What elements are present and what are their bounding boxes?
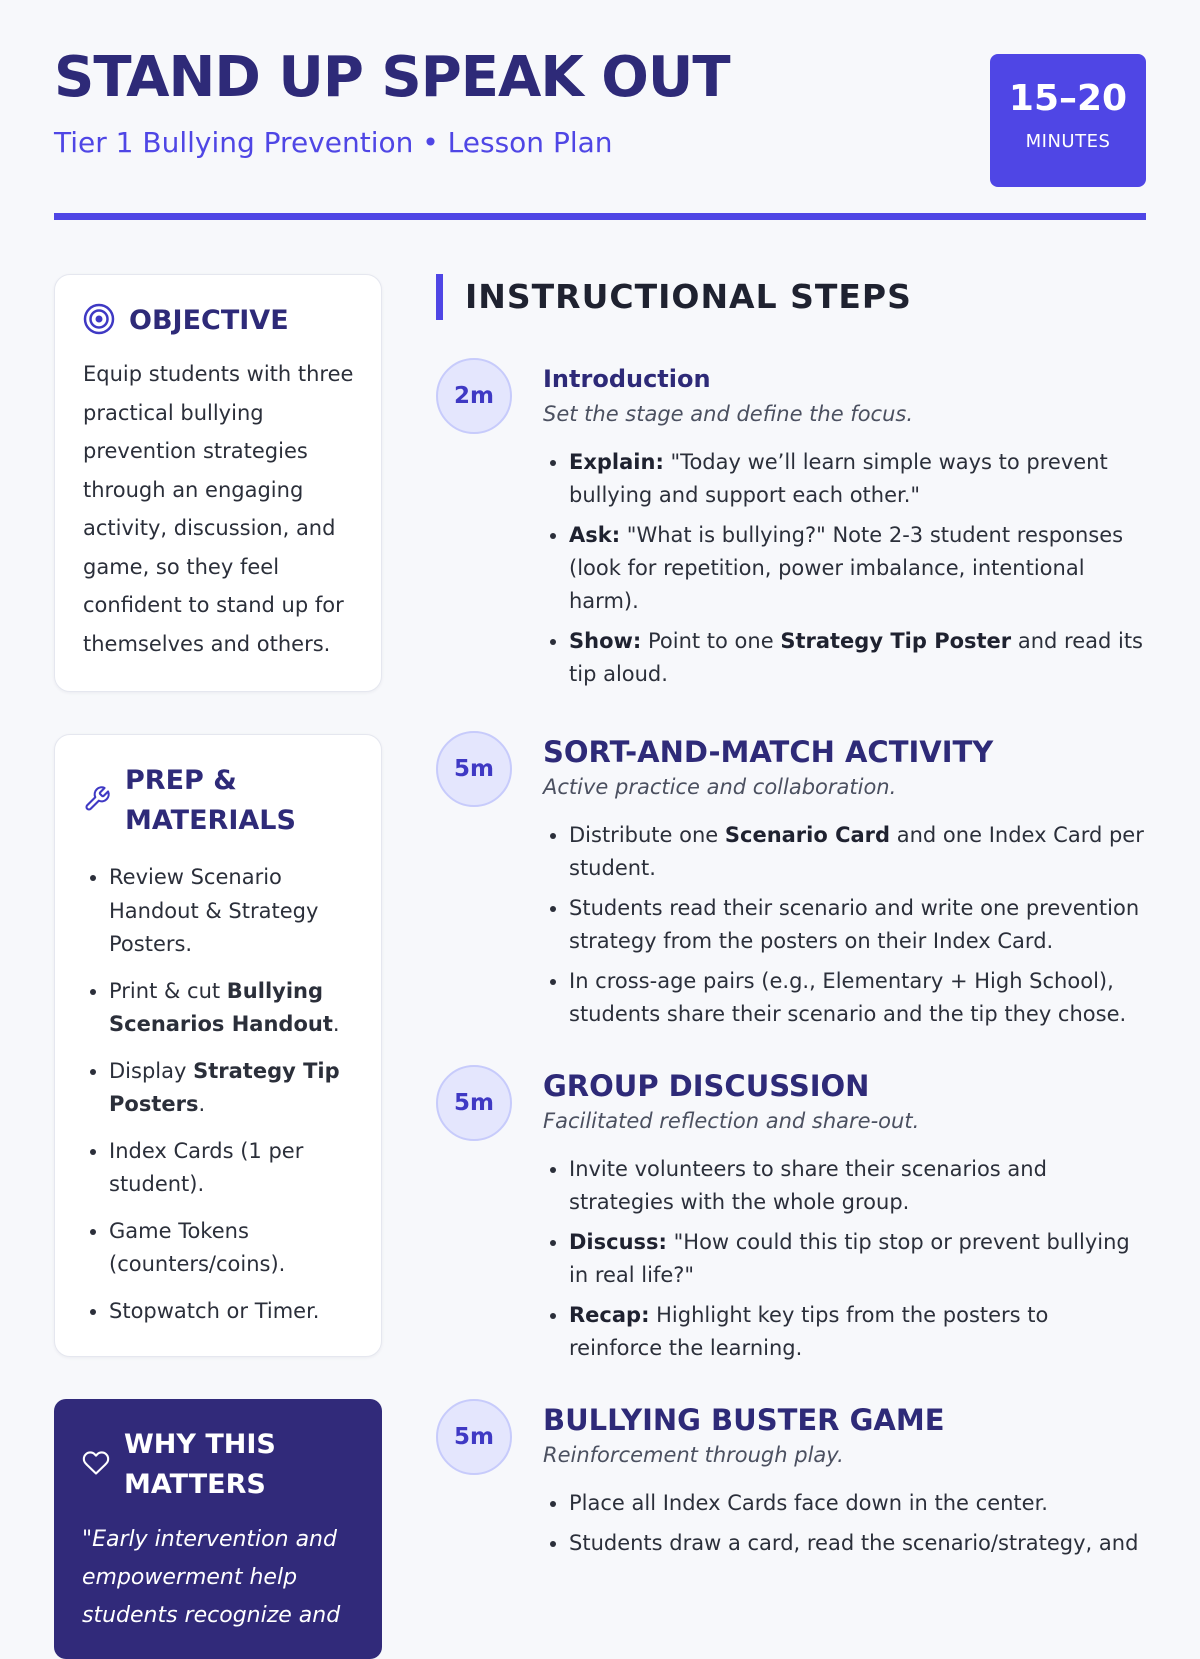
bullet-text: "Today we’ll learn simple ways to prevent bullying and support each other." [569, 450, 1108, 507]
step-subtitle: Reinforcement through play. [543, 1443, 844, 1467]
prep-title [125, 761, 296, 841]
bullet-label: Show: [569, 629, 642, 653]
list-item [569, 1299, 1146, 1365]
prep-list [83, 861, 355, 1328]
bullet-text: and one Index Card per student. [569, 823, 1144, 880]
list-item [569, 446, 1146, 512]
heart-icon [82, 1449, 110, 1481]
step-title: BULLYING BUSTER GAME [543, 1403, 945, 1437]
list-item: • Index Cards (1 per student). [109, 1135, 355, 1202]
list-item-text: Display [109, 1058, 194, 1083]
list-item: • Place all Index Cards face down in the center. [569, 1487, 1146, 1520]
step-time-badge: 5m [436, 1065, 512, 1141]
step-subtitle: Set the stage and define the focus. [543, 402, 914, 426]
bullet-text: "What is bullying?" Note 2-3 student responses (look for repetition, power imbalance, intentional harm). [569, 523, 1124, 613]
step-list [543, 1153, 1146, 1365]
target-icon [83, 303, 115, 339]
step-subtitle: Facilitated reflection and share-out. [543, 1109, 920, 1133]
objective-card [54, 274, 382, 692]
prep-header [83, 761, 355, 841]
objective-header [83, 301, 355, 341]
list-item [109, 975, 355, 1042]
list-item-text: Print & cut [109, 978, 227, 1003]
step-time-badge: 5m [436, 731, 512, 807]
header [54, 0, 1146, 220]
step-title: Introduction [543, 365, 711, 393]
bullet-text: "How could this tip stop or prevent bullying in real life?" [569, 1230, 1130, 1287]
prep-card [54, 734, 382, 1357]
duration-unit: MINUTES [1025, 131, 1111, 152]
prep-title-line1: PREP & [125, 765, 237, 796]
duration-badge [990, 54, 1146, 187]
step-list [543, 446, 1146, 691]
step-subtitle: Active practice and collaboration. [543, 775, 897, 799]
step-list [543, 819, 1146, 1031]
bullet-text: Highlight key tips from the posters to reinforce the learning. [569, 1303, 1049, 1360]
sidebar [54, 274, 382, 1659]
prep-title-line2: MATERIALS [125, 805, 296, 836]
page-subtitle: Tier 1 Bullying Prevention • Lesson Plan [54, 126, 613, 159]
step-introduction [436, 358, 1146, 691]
step-time-badge: 2m [436, 358, 512, 434]
step-title: SORT-AND-MATCH ACTIVITY [543, 735, 994, 769]
list-item: • Invite volunteers to share their scenarios and strategies with the whole group. [569, 1153, 1146, 1219]
list-item: • Game Tokens (counters/coins). [109, 1215, 355, 1282]
bullet-label: Recap: [569, 1303, 650, 1327]
why-header [82, 1425, 356, 1505]
bullet-text: and read its tip aloud. [569, 629, 1143, 686]
duration-value: 15–20 [1008, 78, 1128, 119]
list-item: • Students read their scenario and write one prevention strategy from the posters on their Index Card. [569, 892, 1146, 958]
bullet-text: Distribute one [569, 823, 725, 847]
list-item [569, 819, 1146, 885]
page-title: STAND UP SPEAK OUT [54, 45, 730, 110]
list-item-bold: Bullying Scenarios Handout [109, 978, 333, 1036]
why-this-matters-card [54, 1399, 382, 1659]
step-title: GROUP DISCUSSION [543, 1069, 870, 1103]
list-item: • Stopwatch or Timer. [109, 1295, 355, 1329]
step-time-badge: 5m [436, 1399, 512, 1475]
list-item: • Students draw a card, read the scenario/strategy, and [569, 1527, 1146, 1560]
objective-title: OBJECTIVE [129, 305, 289, 336]
bullet-label: Explain: [569, 450, 664, 474]
list-item [569, 519, 1146, 618]
objective-text: Equip students with three practical bullying prevention strategies through an engaging activity, discussion, and game, so they feel confident to stand up for themselves and others. [83, 362, 354, 656]
list-item-bold: Strategy Tip Posters [109, 1058, 340, 1116]
why-title-line1: WHY THIS [124, 1429, 276, 1460]
list-item: • Review Scenario Handout & Strategy Posters. [109, 861, 355, 962]
list-item-text: . [332, 1012, 340, 1036]
bullet-label: Ask: [569, 523, 621, 547]
step-bullying-buster-game [436, 1399, 1146, 1560]
list-item [569, 1226, 1146, 1292]
section-title: INSTRUCTIONAL STEPS [436, 274, 1146, 320]
step-list [543, 1487, 1146, 1560]
step-sort-and-match [436, 731, 1146, 1031]
bullet-bold: Strategy Tip Poster [780, 629, 1012, 653]
bullet-label: Discuss: [569, 1230, 667, 1254]
why-title-line2: MATTERS [124, 1469, 266, 1500]
wrench-icon [83, 785, 111, 817]
list-item [569, 625, 1146, 691]
instructional-steps [436, 274, 1146, 1567]
list-item-text: . [198, 1092, 206, 1116]
bullet-text: Point to one [641, 629, 781, 653]
why-title [124, 1425, 276, 1505]
list-item [109, 1055, 355, 1122]
why-quote: "Early intervention and empowerment help students recognize and [82, 1527, 341, 1628]
list-item: • In cross-age pairs (e.g., Elementary + High School), students share their scenario and the tip they chose. [569, 965, 1146, 1031]
step-group-discussion [436, 1065, 1146, 1365]
bullet-bold: Scenario Card [724, 823, 891, 847]
